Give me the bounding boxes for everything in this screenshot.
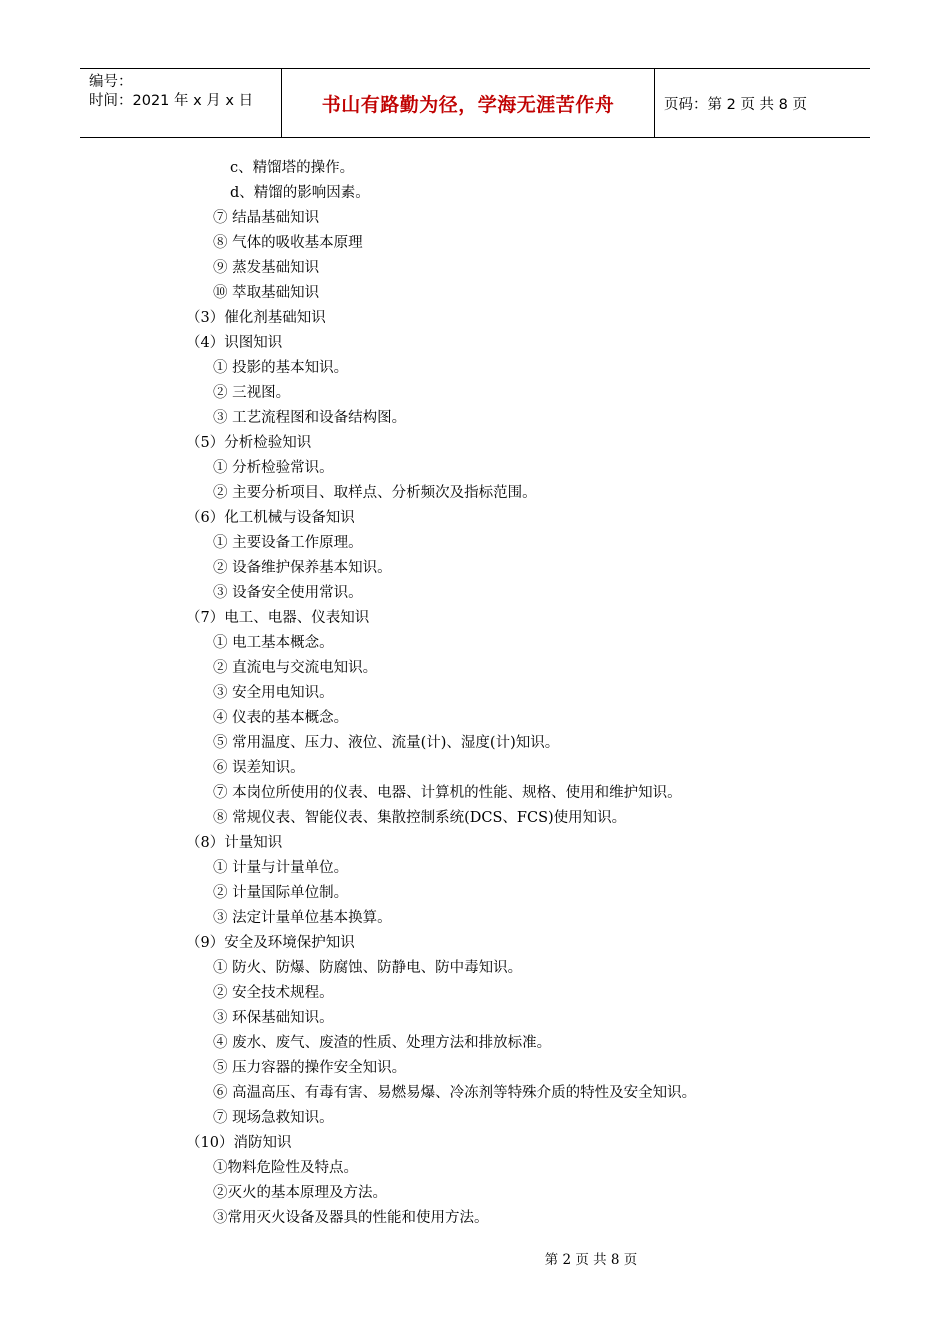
list-item: ⑤ 压力容器的操作安全知识。 <box>213 1060 407 1076</box>
section-heading: （6）化工机械与设备知识 <box>186 510 355 526</box>
section-heading: （7）电工、电器、仪表知识 <box>186 610 370 626</box>
section-heading: （10）消防知识 <box>186 1135 292 1151</box>
list-item: ④ 仪表的基本概念。 <box>213 710 349 726</box>
page-footer: 第 2 页 共 8 页 <box>544 1252 638 1268</box>
list-item: ① 电工基本概念。 <box>213 635 334 651</box>
list-item: ② 主要分析项目、取样点、分析频次及指标范围。 <box>213 485 537 501</box>
list-item: ⑨ 蒸发基础知识 <box>213 260 320 276</box>
list-item: ⑧ 常规仪表、智能仪表、集散控制系统(DCS、FCS)使用知识。 <box>213 810 627 826</box>
list-item: ② 安全技术规程。 <box>213 985 334 1001</box>
list-item: ② 直流电与交流电知识。 <box>213 660 378 676</box>
page-header <box>80 68 870 138</box>
list-item: ①物料危险性及特点。 <box>213 1160 358 1176</box>
list-item: ③ 安全用电知识。 <box>213 685 334 701</box>
list-item: ② 计量国际单位制。 <box>213 885 349 901</box>
list-item: ⑥ 高温高压、有毒有害、易燃易爆、冷冻剂等特殊介质的特性及安全知识。 <box>213 1085 697 1101</box>
list-item: ⑤ 常用温度、压力、液位、流量(计)、湿度(计)知识。 <box>213 735 560 751</box>
list-item: ⑦ 结晶基础知识 <box>213 210 320 226</box>
list-item: ① 计量与计量单位。 <box>213 860 349 876</box>
list-item: ⑥ 误差知识。 <box>213 760 305 776</box>
list-item: d、精馏的影响因素。 <box>230 185 370 201</box>
document-time-label: 时间：2021 年 x 月 x 日 <box>89 93 254 109</box>
list-item: ① 投影的基本知识。 <box>213 360 349 376</box>
list-item: ③ 法定计量单位基本换算。 <box>213 910 392 926</box>
section-heading: （3）催化剂基础知识 <box>186 310 326 326</box>
list-item: ② 三视图。 <box>213 385 291 401</box>
section-heading: （8）计量知识 <box>186 835 283 851</box>
section-heading: （4）识图知识 <box>186 335 283 351</box>
header-page-number: 页码：第 2 页 共 8 页 <box>664 96 807 113</box>
list-item: ②灭火的基本原理及方法。 <box>213 1185 387 1201</box>
list-item: ⑧ 气体的吸收基本原理 <box>213 235 363 251</box>
section-heading: （5）分析检验知识 <box>186 435 312 451</box>
list-item: ② 设备维护保养基本知识。 <box>213 560 392 576</box>
section-heading: （9）安全及环境保护知识 <box>186 935 355 951</box>
list-item: ③ 环保基础知识。 <box>213 1010 334 1026</box>
header-meta <box>80 69 282 137</box>
list-item: ① 主要设备工作原理。 <box>213 535 363 551</box>
document-number-label: 编号： <box>89 74 133 90</box>
list-item: ③ 工艺流程图和设备结构图。 <box>213 410 407 426</box>
list-item: c、精馏塔的操作。 <box>230 160 355 176</box>
list-item: ⑦ 本岗位所使用的仪表、电器、计算机的性能、规格、使用和维护知识。 <box>213 785 682 801</box>
list-item: ③ 设备安全使用常识。 <box>213 585 363 601</box>
list-item: ③常用灭火设备及器具的性能和使用方法。 <box>213 1210 489 1226</box>
list-item: ① 分析检验常识。 <box>213 460 334 476</box>
list-item: ⑩ 萃取基础知识 <box>213 285 320 301</box>
header-motto: 书山有路勤为径，学海无涯苦作舟 <box>282 69 655 137</box>
list-item: ① 防火、防爆、防腐蚀、防静电、防中毒知识。 <box>213 960 523 976</box>
list-item: ④ 废水、废气、废渣的性质、处理方法和排放标准。 <box>213 1035 552 1051</box>
list-item: ⑦ 现场急救知识。 <box>213 1110 334 1126</box>
